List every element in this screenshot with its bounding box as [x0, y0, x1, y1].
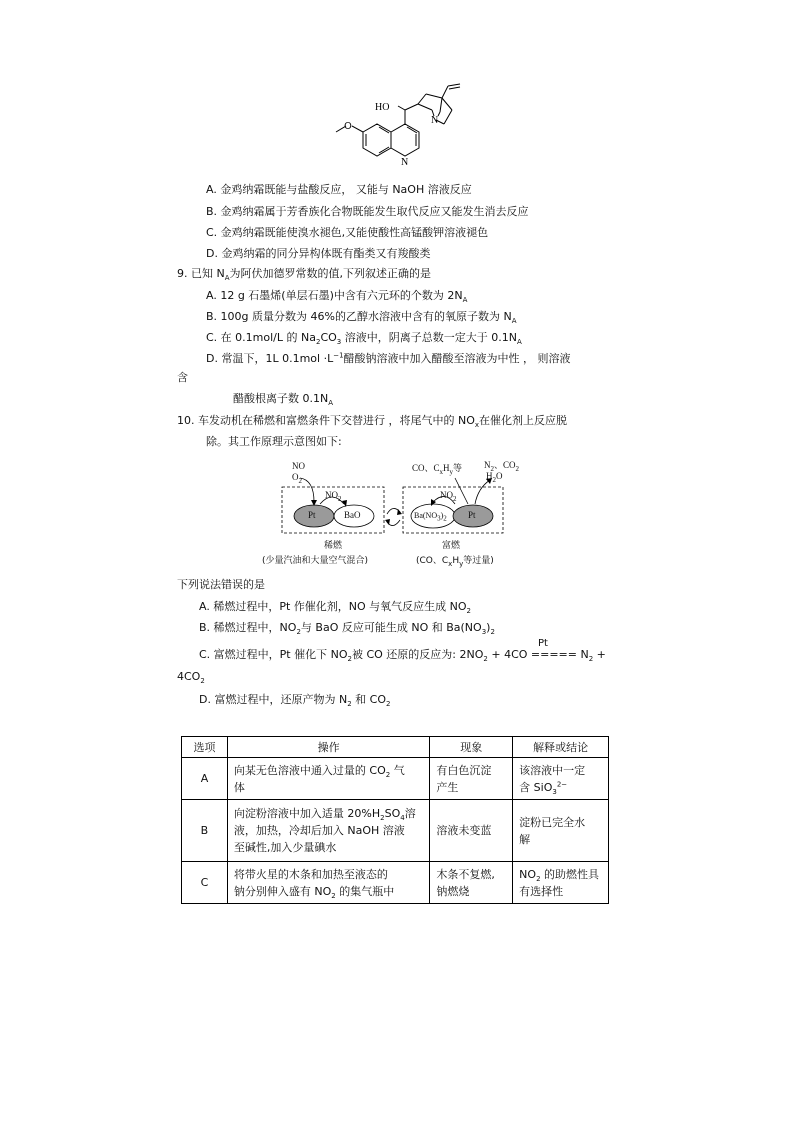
q10-stem-1: 10. 车发动机在稀燃和富燃条件下交替进行 ，将尾气中的 $NO_x$在催化剂上反应脱 — [177, 414, 568, 430]
right-ba-no3: $Ba(NO_3)_2$ — [414, 511, 447, 523]
left-input-no: NO — [292, 461, 305, 471]
row-conclusion: 该溶液中一定 含 SiO$_3^{2-}$ — [513, 758, 609, 800]
q9-stem: 9. 已知 $N_A$为阿伏加德罗常数的值,下列叙述正确的是 — [177, 267, 432, 283]
q10-option-c-wrap: $4CO_2$ — [177, 670, 205, 686]
q8-option-d: D. 金鸡纳霜的同分异构体既有酯类又有羧酸类 — [206, 247, 431, 260]
q10-ask: 下列说法错误的是 — [177, 578, 265, 591]
q8-option-c: C. 金鸡纳霜既能使溴水褪色,又能使酸性高锰酸钾溶液褪色 — [206, 226, 489, 239]
methoxy-o: O — [344, 121, 352, 132]
row-label: B — [182, 800, 228, 862]
n-label-cage: N — [431, 115, 439, 126]
header-conclusion: 解释或结论 — [513, 737, 609, 758]
row-conclusion: 淀粉已完全水 解 — [513, 800, 609, 862]
q9-option-c: C. 在 0.1mol/L 的 $Na_2CO_3$ 溶液中，阴离子总数一定大于 $0.1N_A$ — [206, 331, 522, 347]
q8-option-b: B. 金鸡纳霜属于芳香族化合物既能发生取代反应又能发生消去反应 — [206, 205, 529, 218]
right-output-1: $N_2$、$CO_2$ — [484, 460, 520, 473]
note-rich: (CO、$C_xH_y$等过量) — [416, 556, 494, 568]
ho-label: HO — [375, 102, 390, 113]
table-header-row — [182, 737, 609, 758]
q9-option-d-cont: 醋酸根离子数 $0.1N_A$ — [233, 392, 334, 408]
row-phenomenon: 溶液未变蓝 — [430, 800, 513, 862]
caption-lean: 稀燃 — [324, 541, 343, 551]
q9-option-d: D. 常温下，1L $0.1mol \cdot L^{-1}$醋酸钠溶液中加入醋酸至溶液为中性 ， 则溶液 — [206, 351, 571, 365]
q10-option-b: B. 稀燃过程中，$NO_2$与 BaO 反应可能生成 NO 和 $Ba(NO_3)_2$ — [199, 621, 495, 637]
exhaust-diagram — [262, 458, 520, 570]
note-lean: (少量汽油和大量空气混合) — [262, 556, 369, 566]
right-output-2: $H_2O$ — [486, 471, 503, 484]
q10-option-c: C. 富燃过程中，Pt 催化下 $NO_2$被 CO 还原的反应为: $2NO_2 + 4CO$ ===== $N_2$ + — [199, 648, 606, 664]
q9-option-b: B. 100g 质量分数为 46%的乙醇水溶液中含有的氧原子数为 $N_A$ — [206, 310, 517, 326]
q10-stem-2: 除。其工作原理示意图如下: — [206, 435, 342, 448]
catalyst-pt-label: Pt — [538, 638, 548, 649]
right-input: CO、$C_xH_y$等 — [412, 463, 463, 476]
row-label: C — [182, 862, 228, 904]
left-input-o2: $O_2$ — [292, 472, 302, 485]
row-conclusion: $NO_2$ 的助燃性具 有选择性 — [513, 862, 609, 904]
table-row — [182, 800, 609, 862]
header-phenomenon: 现象 — [430, 737, 513, 758]
quinine-structure — [330, 80, 480, 170]
row-operation: 向淀粉溶液中加入适量 $20\%H_2SO_4$溶 液，加热，冷却后加入 NaOH 溶液 至碱性,加入少量碘水 — [227, 800, 429, 862]
header-option: 选项 — [182, 737, 228, 758]
row-phenomenon: 木条不复燃, 钠燃烧 — [430, 862, 513, 904]
row-operation: 将带火星的木条和加热至液态的 钠分别伸入盛有 $NO_2$ 的集气瓶中 — [227, 862, 429, 904]
row-operation: 向某无色溶液中通入过量的 $CO_2$ 气 体 — [227, 758, 429, 800]
header-operation: 操作 — [227, 737, 429, 758]
caption-rich: 富燃 — [442, 541, 461, 551]
left-mid-no2: $NO_2$ — [325, 490, 342, 503]
q10-option-d: D. 富燃过程中，还原产物为 $N_2$ 和 $CO_2$ — [199, 693, 391, 709]
right-pt: Pt — [468, 510, 476, 520]
right-mid-no2: $NO_2$ — [440, 490, 457, 503]
left-bao: BaO — [344, 510, 361, 520]
n-label-ring: N — [401, 157, 409, 168]
left-pt: Pt — [308, 510, 316, 520]
table-row — [182, 758, 609, 800]
table-row — [182, 862, 609, 904]
row-label: A — [182, 758, 228, 800]
q9-option-d-wrap: 含 — [177, 371, 188, 384]
row-phenomenon: 有白色沉淀 产生 — [430, 758, 513, 800]
experiment-table — [181, 736, 609, 904]
q9-option-a: A. 12 g 石墨烯(单层石墨)中含有六元环的个数为 $2N_A$ — [206, 289, 468, 305]
q8-option-a: A. 金鸡纳霜既能与盐酸反应， 又能与 NaOH 溶液反应 — [206, 183, 472, 196]
q10-option-a: A. 稀燃过程中，Pt 作催化剂，NO 与氧气反应生成 $NO_2$ — [199, 600, 472, 616]
